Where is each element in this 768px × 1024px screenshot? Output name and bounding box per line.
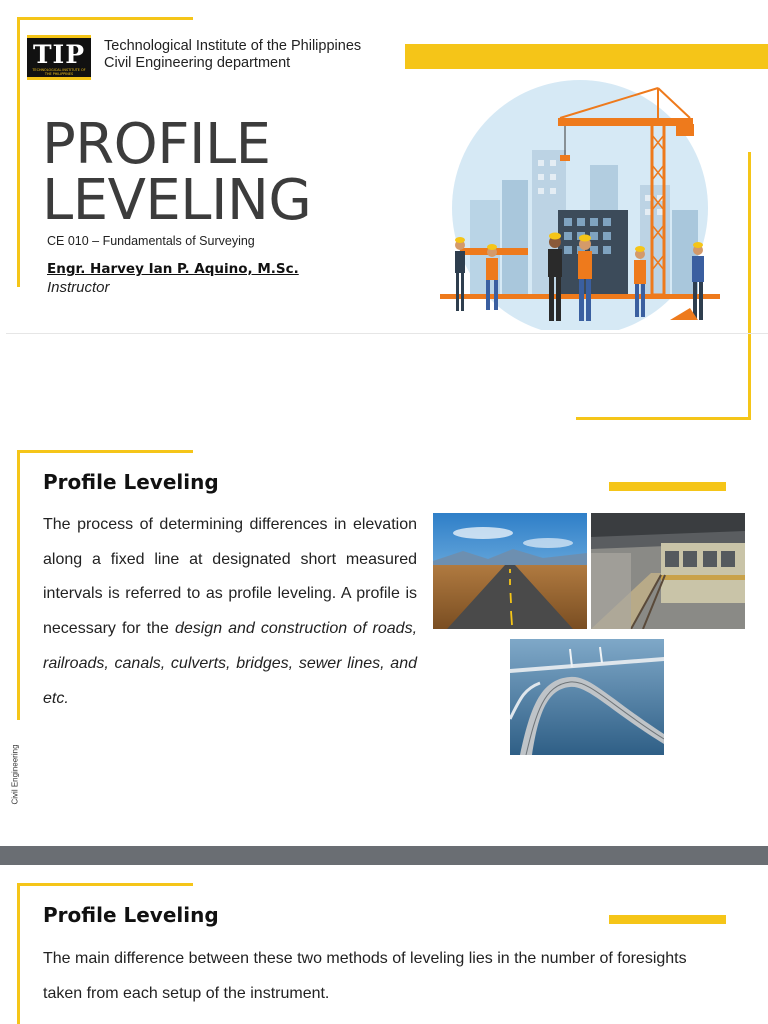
- accent-line: [17, 17, 20, 287]
- instructor-role: Instructor: [47, 279, 110, 296]
- section-heading: Profile Leveling: [43, 470, 219, 494]
- construction-scene: [440, 80, 725, 330]
- section-heading-2: Profile Leveling: [43, 903, 219, 927]
- accent-bar: [609, 482, 726, 491]
- course-code: CE 010 – Fundamentals of Surveying: [47, 234, 255, 248]
- accent-line: [17, 883, 20, 1024]
- logo-letters: TIP: [32, 40, 86, 69]
- methods-paragraph: The main difference between these two methods of leveling lies in the number of foresights taken from each setup of the instrument.: [43, 950, 687, 1002]
- accent-line: [576, 417, 751, 420]
- institution-name: Technological Institute of the Philippines: [104, 38, 362, 54]
- accent-bar: [609, 915, 726, 924]
- accent-line: [17, 450, 20, 720]
- page-title: [42, 112, 312, 233]
- railway-photo: [591, 513, 745, 629]
- definition-text: The process of determining differences in elevation along a fixed line at designated short measured intervals is referred to as profile leveling. A profile is necessary for the: [43, 516, 417, 638]
- department-name: Civil Engineering department: [104, 55, 291, 71]
- accent-line: [17, 883, 193, 886]
- institution-block: [104, 38, 361, 72]
- slide-divider: [0, 846, 768, 865]
- side-label-text: Civil Engineering: [10, 744, 20, 805]
- tip-logo: [27, 35, 91, 80]
- title-line-2: LEVELING: [42, 168, 312, 233]
- accent-bar: [405, 44, 768, 69]
- title-slide: [0, 0, 768, 430]
- title-line-1: PROFILE: [42, 112, 271, 177]
- accent-line: [17, 450, 193, 453]
- instructor-name: Engr. Harvey Ian P. Aquino, M.Sc.: [47, 261, 299, 277]
- logo-subtext: TECHNOLOGICAL INSTITUTE OF THE PHILIPPINES: [32, 68, 86, 76]
- slide-separator: [6, 333, 768, 334]
- road-photo: [433, 513, 587, 629]
- construction-illustration: [440, 80, 725, 330]
- accent-line: [748, 152, 751, 420]
- bridge-photo: [510, 639, 664, 755]
- accent-line: [17, 17, 193, 20]
- definition-examples: design and construction of roads, railroads, canals, culverts, bridges, sewer lines, and etc.: [43, 620, 418, 707]
- side-label: [8, 740, 20, 812]
- definition-paragraph: [43, 508, 417, 716]
